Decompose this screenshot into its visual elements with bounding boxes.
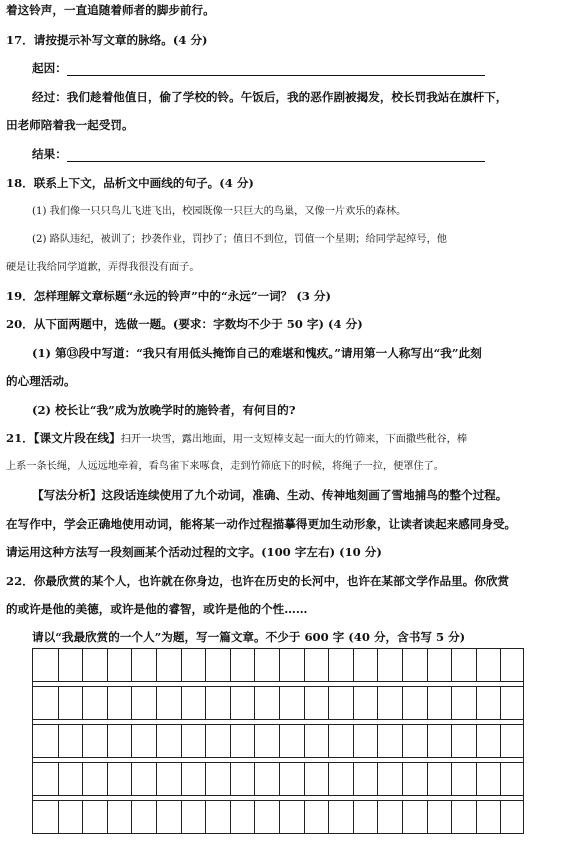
q18-sentence-2-line2: 硬是让我给同学道歉，弄得我很没有面子。 xyxy=(6,262,200,273)
grid-cell[interactable] xyxy=(377,649,403,681)
grid-cell[interactable] xyxy=(181,763,207,795)
q18-sentence-2-line1: (2) 路队违纪，被训了；抄袭作业，罚抄了；值日不到位，罚值一个星期；给同学起绰号，他 xyxy=(32,234,447,245)
grid-cell[interactable] xyxy=(451,763,477,795)
grid-cell[interactable] xyxy=(58,801,84,833)
grid-cell[interactable] xyxy=(304,725,330,757)
grid-cell[interactable] xyxy=(254,649,280,681)
grid-cell[interactable] xyxy=(131,687,157,719)
grid-cell[interactable] xyxy=(476,649,502,681)
grid-cell[interactable] xyxy=(328,801,354,833)
grid-cell[interactable] xyxy=(131,649,157,681)
grid-cell[interactable] xyxy=(476,763,502,795)
grid-cell[interactable] xyxy=(33,687,58,719)
grid-cell[interactable] xyxy=(131,763,157,795)
grid-cell[interactable] xyxy=(58,649,84,681)
grid-cell[interactable] xyxy=(230,725,256,757)
grid-cell[interactable] xyxy=(451,801,477,833)
grid-row xyxy=(32,724,524,758)
q17-result-label: 结果： xyxy=(32,147,67,161)
grid-cell[interactable] xyxy=(230,763,256,795)
grid-cell[interactable] xyxy=(181,801,207,833)
q17-cause-label: 起因： xyxy=(32,61,67,75)
grid-cell[interactable] xyxy=(304,801,330,833)
question-19: 19．怎样理解文章标题“永远的铃声”中的“永远”一词？ (3 分) xyxy=(6,289,331,303)
grid-cell[interactable] xyxy=(377,801,403,833)
grid-cell[interactable] xyxy=(402,725,428,757)
grid-cell[interactable] xyxy=(353,763,379,795)
grid-cell[interactable] xyxy=(181,687,207,719)
grid-cell[interactable] xyxy=(82,763,108,795)
grid-cell[interactable] xyxy=(402,687,428,719)
grid-cell[interactable] xyxy=(451,649,477,681)
q21-passage-line2: 上系一条长绳，人远远地牵着，看鸟雀下来啄食，走到竹筛底下的时候，将绳子一拉，便罩住了。 xyxy=(6,461,445,472)
grid-cell[interactable] xyxy=(304,687,330,719)
grid-cell[interactable] xyxy=(181,725,207,757)
grid-cell[interactable] xyxy=(254,687,280,719)
grid-cell[interactable] xyxy=(107,649,133,681)
grid-cell[interactable] xyxy=(205,687,231,719)
grid-cell[interactable] xyxy=(230,649,256,681)
grid-cell[interactable] xyxy=(304,763,330,795)
grid-cell[interactable] xyxy=(328,763,354,795)
grid-cell[interactable] xyxy=(500,649,526,681)
grid-cell[interactable] xyxy=(205,763,231,795)
q17-cause-row xyxy=(6,60,559,76)
grid-cell[interactable] xyxy=(82,649,108,681)
grid-row xyxy=(32,648,524,682)
grid-cell[interactable] xyxy=(205,649,231,681)
grid-cell[interactable] xyxy=(279,725,305,757)
passage-ending: 着这铃声，一直追随着师者的脚步前行。 xyxy=(6,3,215,17)
composition-writing-grid[interactable] xyxy=(32,648,524,834)
grid-cell[interactable] xyxy=(328,649,354,681)
grid-cell[interactable] xyxy=(205,725,231,757)
q21-passage-text: 扫开一块雪，露出地面，用一支短棒支起一面大的竹筛来，下面撒些秕谷，棒 xyxy=(120,434,468,445)
grid-cell[interactable] xyxy=(427,725,453,757)
grid-cell[interactable] xyxy=(156,687,182,719)
grid-row xyxy=(32,762,524,796)
question-22-line2: 的或许是他的美德，或许是他的睿智，或许是他的个性…… xyxy=(6,602,308,616)
grid-cell[interactable] xyxy=(304,649,330,681)
grid-cell[interactable] xyxy=(328,725,354,757)
grid-cell[interactable] xyxy=(131,725,157,757)
question-18: 18．联系上下文，品析文中画线的句子。(4 分) xyxy=(6,176,254,190)
grid-cell[interactable] xyxy=(353,725,379,757)
q17-cause-answer-line[interactable] xyxy=(67,63,485,76)
grid-cell[interactable] xyxy=(205,801,231,833)
q17-result-answer-line[interactable] xyxy=(67,149,485,162)
q21-analysis-line1: 【写法分析】这段话连续使用了九个动词，准确、生动、传神地刻画了雪地捕鸟的整个过程。 xyxy=(32,488,508,502)
grid-cell[interactable] xyxy=(82,687,108,719)
grid-cell[interactable] xyxy=(427,687,453,719)
grid-cell[interactable] xyxy=(402,763,428,795)
grid-cell[interactable] xyxy=(328,687,354,719)
grid-cell[interactable] xyxy=(107,725,133,757)
grid-cell[interactable] xyxy=(58,725,84,757)
grid-cell[interactable] xyxy=(181,649,207,681)
grid-cell[interactable] xyxy=(427,763,453,795)
grid-cell[interactable] xyxy=(427,649,453,681)
grid-cell[interactable] xyxy=(82,801,108,833)
grid-cell[interactable] xyxy=(353,687,379,719)
question-22-line1: 22．你最欣赏的某个人，也许就在你身边，也许在历史的长河中，也许在某部文学作品里。你欣赏 xyxy=(6,574,510,588)
q21-passage-line1 xyxy=(6,430,559,448)
grid-cell[interactable] xyxy=(476,801,502,833)
grid-cell[interactable] xyxy=(377,687,403,719)
grid-cell[interactable] xyxy=(500,763,526,795)
grid-cell[interactable] xyxy=(451,725,477,757)
grid-cell[interactable] xyxy=(58,687,84,719)
grid-cell[interactable] xyxy=(279,763,305,795)
question-20: 20．从下面两题中，选做一题。(要求：字数均不少于 50 字) (4 分) xyxy=(6,317,363,331)
grid-cell[interactable] xyxy=(58,763,84,795)
q21-analysis-line3: 请运用这种方法写一段刻画某个活动过程的文字。(100 字左右) (10 分) xyxy=(6,545,382,559)
grid-cell[interactable] xyxy=(254,725,280,757)
q20-option-2: (2) 校长让“我”成为放晚学时的施铃者，有何目的? xyxy=(32,403,296,417)
q17-process-line2: 田老师陪着我一起受罚。 xyxy=(6,118,134,132)
grid-cell[interactable] xyxy=(82,725,108,757)
grid-cell[interactable] xyxy=(353,649,379,681)
grid-cell[interactable] xyxy=(500,801,526,833)
grid-cell[interactable] xyxy=(33,763,58,795)
grid-cell[interactable] xyxy=(254,801,280,833)
q21-heading: 21．【课文片段在线】 xyxy=(6,431,121,445)
grid-cell[interactable] xyxy=(107,801,133,833)
grid-cell[interactable] xyxy=(476,725,502,757)
grid-cell[interactable] xyxy=(107,687,133,719)
grid-cell[interactable] xyxy=(254,763,280,795)
q17-result-row xyxy=(6,146,559,162)
grid-cell[interactable] xyxy=(427,801,453,833)
grid-cell[interactable] xyxy=(476,687,502,719)
grid-cell[interactable] xyxy=(156,801,182,833)
grid-cell[interactable] xyxy=(279,801,305,833)
grid-cell[interactable] xyxy=(402,649,428,681)
grid-cell[interactable] xyxy=(500,725,526,757)
grid-cell[interactable] xyxy=(33,649,58,681)
grid-cell[interactable] xyxy=(33,801,58,833)
q21-analysis-line2: 在写作中，学会正确地使用动词，能将某一动作过程描摹得更加生动形象，让读者读起来感同身受。 xyxy=(6,517,517,531)
grid-cell[interactable] xyxy=(279,649,305,681)
grid-cell[interactable] xyxy=(402,801,428,833)
q17-process-line1: 经过：我们趁着他值日，偷了学校的铃。午饭后，我的恶作剧被揭发，校长罚我站在旗杆下， xyxy=(32,90,508,104)
question-22-prompt: 请以“我最欣赏的一个人”为题，写一篇文章。不少于 600 字 (40 分，含书写 5 分) xyxy=(32,630,466,644)
q20-option-1-line1: (1) 第⑬段中写道：“我只有用低头掩饰自己的难堪和愧疚。”请用第一人称写出“我”此刻 xyxy=(32,346,482,360)
grid-cell[interactable] xyxy=(230,801,256,833)
grid-cell[interactable] xyxy=(451,687,477,719)
grid-cell[interactable] xyxy=(377,725,403,757)
grid-cell[interactable] xyxy=(33,725,58,757)
grid-cell[interactable] xyxy=(107,763,133,795)
grid-row xyxy=(32,686,524,720)
grid-row xyxy=(32,800,524,834)
grid-cell[interactable] xyxy=(377,763,403,795)
grid-cell[interactable] xyxy=(156,725,182,757)
grid-cell[interactable] xyxy=(230,687,256,719)
grid-cell[interactable] xyxy=(500,687,526,719)
question-17: 17．请按提示补写文章的脉络。(4 分) xyxy=(6,33,208,47)
grid-cell[interactable] xyxy=(156,763,182,795)
q20-option-1-line2: 的心理活动。 xyxy=(6,374,76,388)
grid-cell[interactable] xyxy=(279,687,305,719)
grid-cell[interactable] xyxy=(131,801,157,833)
q18-sentence-1: (1) 我们像一只只鸟儿飞进飞出，校园既像一只巨大的鸟巢，又像一片欢乐的森林。 xyxy=(32,206,407,217)
grid-cell[interactable] xyxy=(156,649,182,681)
grid-cell[interactable] xyxy=(353,801,379,833)
